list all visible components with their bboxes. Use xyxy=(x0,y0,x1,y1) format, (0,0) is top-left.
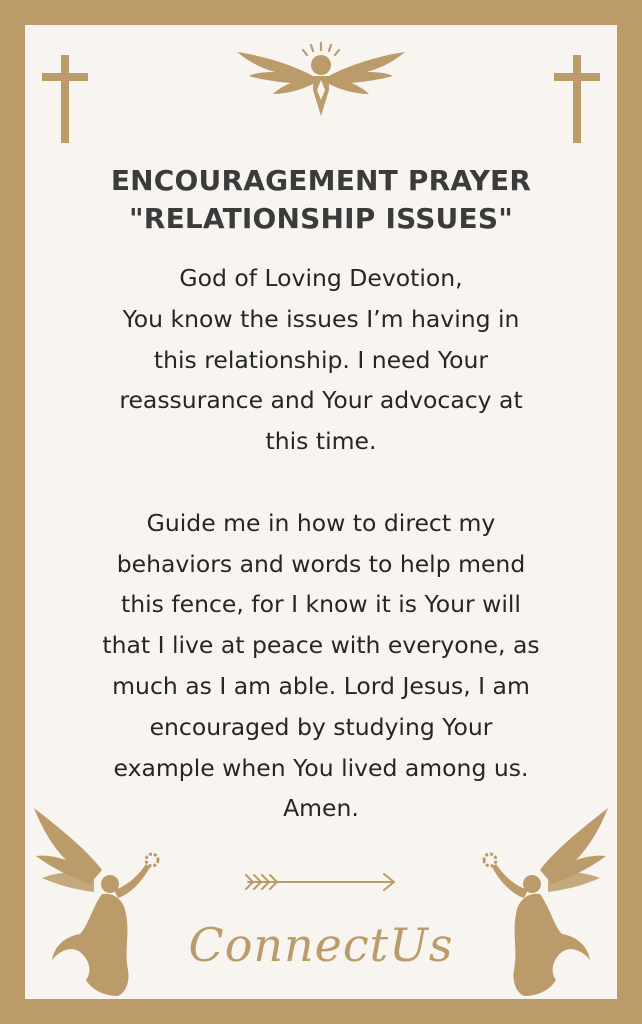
cross-icon-right xyxy=(552,55,602,143)
title-line-2: "RELATIONSHIP ISSUES" xyxy=(129,202,513,235)
paragraph-gap xyxy=(40,462,602,503)
prayer-line: God of Loving Devotion, xyxy=(179,264,463,292)
prayer-line: example when You lived among us. xyxy=(113,753,529,782)
prayer-line: much as I am able. Lord Jesus, I am xyxy=(112,671,530,700)
prayer-line: reassurance and Your advocacy at xyxy=(119,386,523,415)
cross-icon-left xyxy=(40,55,90,143)
prayer-line: that I live at peace with everyone, as xyxy=(102,631,540,660)
prayer-line: this relationship. I need Your xyxy=(153,345,489,374)
prayer-text xyxy=(40,258,602,829)
prayer-line: this fence, for I know it is Your will xyxy=(121,590,521,619)
page-title xyxy=(0,162,642,238)
prayer-line: Amen. xyxy=(283,794,359,823)
prayer-line: Guide me in how to direct my xyxy=(146,508,496,537)
brand-logo: ConnectUs xyxy=(188,918,454,972)
title-line-1: ENCOURAGEMENT PRAYER xyxy=(110,164,532,197)
prayer-line: encouraged by studying Your xyxy=(149,712,493,741)
prayer-line: You know the issues I’m having in xyxy=(122,304,520,333)
winged-sun-icon xyxy=(235,40,407,118)
arrow-icon xyxy=(244,870,398,894)
prayer-line: this time. xyxy=(265,427,377,456)
prayer-line: behaviors and words to help mend xyxy=(116,549,526,578)
